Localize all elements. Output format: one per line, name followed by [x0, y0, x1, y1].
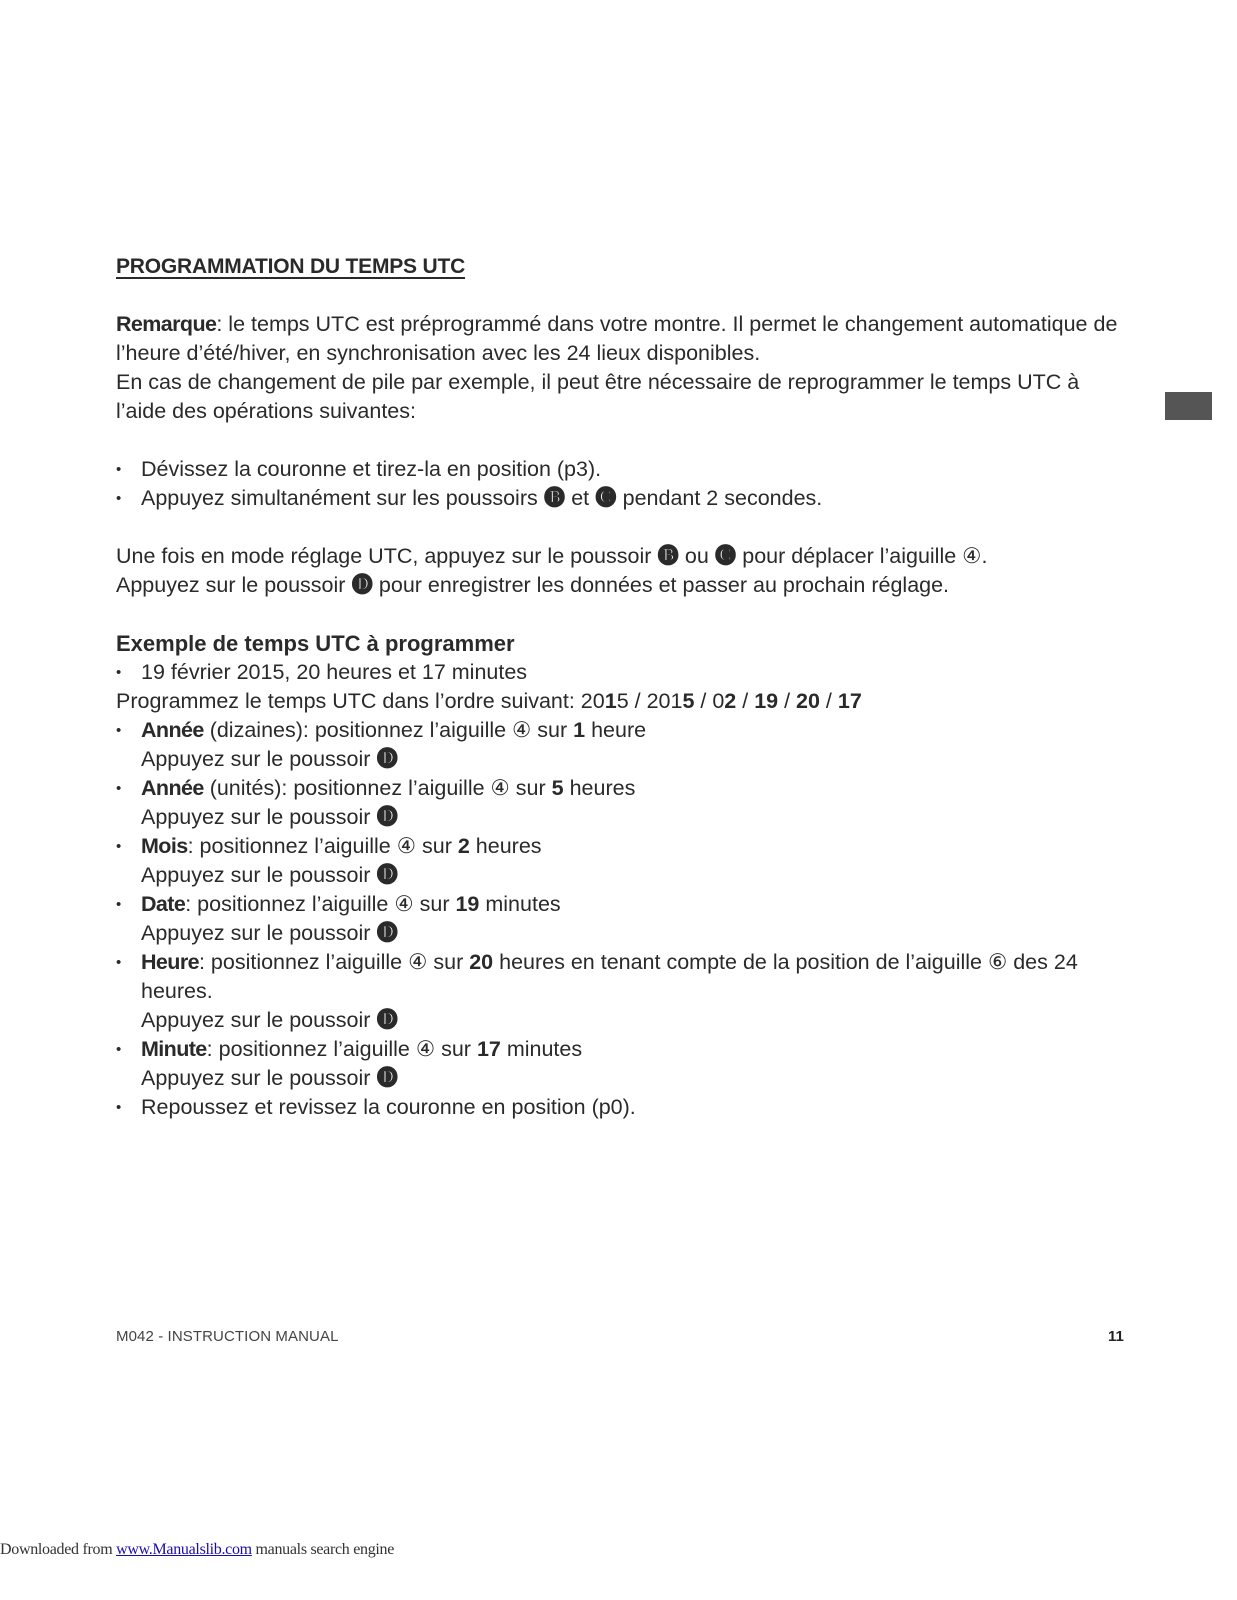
example-date: 19 février 2015, 20 heures et 17 minutes — [141, 660, 528, 684]
mode-instruction: Une fois en mode réglage UTC, appuyez sur le poussoir 🅑 ou 🅒 pour déplacer l’aiguille ④. — [116, 544, 988, 568]
settings-list — [116, 716, 1130, 1122]
pusher-d-icon: 🅓 — [376, 805, 398, 829]
hand-4-icon: ④ — [396, 834, 417, 858]
pusher-d-icon: 🅓 — [376, 1066, 398, 1090]
pusher-d-icon: 🅓 — [351, 573, 373, 597]
example-title: Exemple de temps UTC à programmer — [116, 631, 515, 656]
remark-paragraph — [116, 310, 1130, 368]
remark-text: : le temps UTC est préprogrammé dans votre montre. Il permet le changement automatique de l’heure d’été/hiver, en synchronisation avec les 24 lieux disponibles. — [116, 312, 1118, 365]
list-item: • Heure: positionnez l’aiguille ④ sur 20 heures en tenant compte de la position de l’aiguille ⑥ des 24 heures. Appuyez sur le poussoir 🅓 — [116, 948, 1130, 1035]
page-title: PROGRAMMATION DU TEMPS UTC — [116, 255, 466, 278]
pusher-d-icon: 🅓 — [376, 1008, 398, 1032]
hand-4-icon: ④ — [415, 1037, 436, 1061]
list-item — [116, 455, 1130, 484]
pusher-d-icon: 🅓 — [376, 863, 398, 887]
pusher-b-icon: 🅑 — [543, 486, 566, 510]
hand-4-icon: ④ — [512, 718, 532, 742]
list-item — [116, 658, 1130, 687]
pusher-d-icon: 🅓 — [376, 747, 398, 771]
hand-4-icon: ④ — [962, 544, 982, 568]
manualslib-link[interactable]: www.Manualslib.com — [116, 1541, 252, 1558]
page-content — [116, 252, 1130, 1122]
list-item: • Minute: positionnez l’aiguille ④ sur 17 minutes Appuyez sur le poussoir 🅓 — [116, 1035, 1130, 1093]
list-item — [116, 1093, 1130, 1122]
download-notice: Downloaded from www.Manualslib.com manuals search engine — [0, 1541, 395, 1558]
pusher-d-icon: 🅓 — [376, 921, 398, 945]
pusher-b-icon: 🅑 — [657, 544, 679, 568]
hand-4-icon: ④ — [408, 950, 428, 974]
page-number: 11 — [1108, 1328, 1124, 1345]
initial-steps-list — [116, 455, 1130, 513]
list-item: • Année (dizaines): positionnez l’aiguille ④ sur 1 heure Appuyez sur le poussoir 🅓 — [116, 716, 1130, 774]
section-tab-marker — [1165, 392, 1212, 420]
final-step-text: Repoussez et revissez la couronne en position (p0). — [141, 1095, 636, 1119]
list-item: • Date: positionnez l’aiguille ④ sur 19 minutes Appuyez sur le poussoir 🅓 — [116, 890, 1130, 948]
hand-6-icon: ⑥ — [987, 950, 1008, 974]
hand-4-icon: ④ — [490, 776, 510, 800]
save-instruction: Appuyez sur le poussoir 🅓 pour enregistrer les données et passer au prochain réglage. — [116, 573, 950, 597]
pusher-c-icon: 🅒 — [714, 544, 737, 568]
list-item: • Appuyez simultanément sur les poussoirs 🅑 et 🅒 pendant 2 secondes. — [116, 484, 1130, 513]
list-item: • Année (unités): positionnez l’aiguille ④ sur 5 heures Appuyez sur le poussoir 🅓 — [116, 774, 1130, 832]
list-item: • Mois: positionnez l’aiguille ④ sur 2 heures Appuyez sur le poussoir 🅓 — [116, 832, 1130, 890]
remark-label: Remarque — [116, 312, 217, 336]
hand-4-icon: ④ — [394, 892, 414, 916]
footer-manual-title: M042 - INSTRUCTION MANUAL — [116, 1328, 339, 1345]
programming-order: Programmez le temps UTC dans l’ordre suivant: 2015 / 2015 / 02 / 19 / 20 / 17 — [116, 689, 862, 713]
intro-paragraph: En cas de changement de pile par exemple, il peut être nécessaire de reprogrammer le temps UTC à l’aide des opérations suivantes: — [116, 370, 1080, 423]
step-unscrew-text: Dévissez la couronne et tirez-la en position (p3). — [141, 457, 602, 481]
pusher-c-icon: 🅒 — [595, 486, 617, 510]
